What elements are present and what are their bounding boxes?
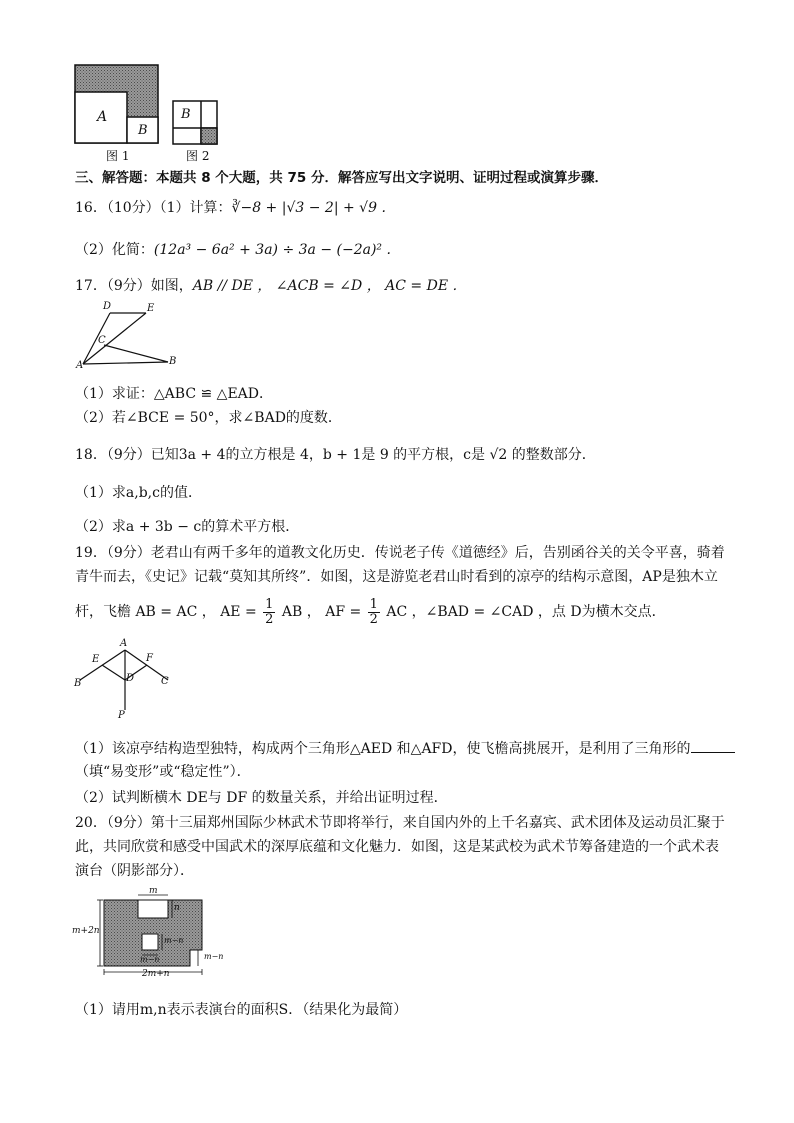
- q17-label-e: E: [147, 303, 155, 314]
- q19-line3-c: AC ，∠BAD = ∠CAD ，点 D为横木交点．: [386, 604, 666, 620]
- q17-label-b: B: [169, 356, 177, 367]
- section-header: 三、解答题：本题共 8 个大题，共 75 分．解答应写出文字说明、证明过程或演算步骤．: [75, 170, 608, 186]
- fig1-label-b: B: [138, 123, 148, 138]
- q19-figure: [72, 640, 176, 726]
- q19-line3-a: 杆，飞檐 AB = AC ， AE =: [75, 604, 257, 620]
- q19-line2: 青牛而去，《史记》记载“莫知其所终”．如图，这是游览老君山时看到的凉亭的结构示意图，AP是独木立: [75, 569, 718, 585]
- q20-label-mn-inner-right: m−n: [164, 936, 184, 945]
- q16-line2: [75, 240, 391, 260]
- q18-part2: （2）求a + 3b − c的算术平方根．: [75, 519, 300, 535]
- q19-line3-b: AB ， AF =: [281, 604, 362, 620]
- q16-head: 16．（10分）（1）计算：: [75, 200, 232, 216]
- q19-part2: （2）试判断横木 DE与 DF 的数量关系，并给出证明过程．: [75, 790, 448, 806]
- q20-label-mn-right: m−n: [204, 952, 224, 961]
- q18-stem: 18．（9分）已知3a + 4的立方根是 4，b + 1是 9 的平方根，c是 √2 的整数部分．: [75, 447, 596, 463]
- q17-line1: [75, 276, 467, 296]
- q17-label-d: D: [103, 301, 112, 312]
- q20-part1: （1）请用m,n表示表演台的面积S．（结果化为最简）: [75, 1002, 408, 1018]
- q20-line2: 此，共同欣赏和感受中国武术的深厚底蕴和文化魅力．如图，这是某武校为武术节筹备建造的一个武术表: [75, 839, 719, 855]
- q19-label-e: E: [92, 654, 100, 665]
- q18-part1: （1）求a,b,c的值．: [75, 485, 202, 501]
- fig2-caption: 图 2: [186, 149, 210, 163]
- q19-fraction-2: [368, 598, 380, 627]
- q19-label-c: C: [161, 676, 169, 687]
- q16-p2-text: （2）化简：: [75, 242, 154, 258]
- q20-label-width: 2m+n: [142, 969, 170, 979]
- fig1-label-a: A: [97, 109, 108, 125]
- fig2-label-b: B: [181, 107, 191, 122]
- answer-blank[interactable]: [691, 738, 735, 753]
- q20-line3: 演台（阴影部分）．: [75, 863, 194, 879]
- q20-line1: 20．（9分）第十三届郑州国际少林武术节即将举行，来自国内外的上千名嘉宾、武术团体及运动员汇聚于: [75, 815, 725, 831]
- q19-label-b: B: [74, 678, 82, 689]
- q17-condition: AB // DE ， ∠ACB = ∠D ， AC = DE ．: [192, 278, 467, 294]
- q20-label-m: m: [149, 886, 158, 896]
- q19-fraction-1: [263, 598, 275, 627]
- q19-label-p: P: [118, 710, 125, 721]
- q17-label-c: C: [98, 335, 106, 346]
- figure-2-diagram: [172, 100, 220, 148]
- q16-line1: [75, 198, 386, 218]
- q19-frac2-num: 1: [369, 596, 378, 612]
- figure-1: [74, 64, 160, 164]
- q17-diagram: [76, 304, 180, 372]
- q20-label-mn-inner-bottom: m−n: [140, 955, 160, 964]
- q19-frac1-num: 1: [265, 596, 274, 612]
- q17-part1: （1）求证：△ABC ≌ △EAD．: [75, 386, 273, 402]
- q17-figure: [76, 301, 180, 372]
- q16-expr2: (12a³ − 6a² + 3a) ÷ 3a − (−2a)² .: [153, 242, 391, 258]
- figure-2: [172, 100, 232, 164]
- q19-frac1-den: 2: [265, 611, 274, 627]
- q19-line1: 19．（9分）老君山有两千多年的道教文化历史．传说老子传《道德经》后，告别函谷关的关令平喜，骑着: [75, 545, 725, 561]
- q17-part2: （2）若∠BCE = 50°，求∠BAD的度数．: [75, 410, 342, 426]
- fig1-caption: 图 1: [106, 149, 130, 163]
- q16-expr1: ∛−8 + |√3 − 2| + √9 .: [231, 200, 386, 216]
- q20-label-m2n: m+2n: [72, 926, 100, 936]
- q19-frac2-den: 2: [369, 611, 378, 627]
- q20-label-n: n: [174, 903, 180, 913]
- q19-line3: [75, 597, 666, 627]
- q17-head: 17．（9分）如图，: [75, 278, 193, 294]
- q19-part1-cont: （填“易变形”或“稳定性”）．: [75, 764, 251, 780]
- q19-label-d: D: [126, 673, 135, 684]
- q19-label-f: F: [146, 653, 153, 664]
- q20-figure: [72, 886, 232, 980]
- q19-part1-text: （1）该凉亭结构造型独特，构成两个三角形△AED 和△AFD，使飞檐高挑展开，是利用了三角形的: [75, 741, 691, 757]
- q19-part1: [75, 738, 735, 759]
- q17-label-a: A: [76, 360, 84, 371]
- q19-label-a: A: [120, 638, 128, 649]
